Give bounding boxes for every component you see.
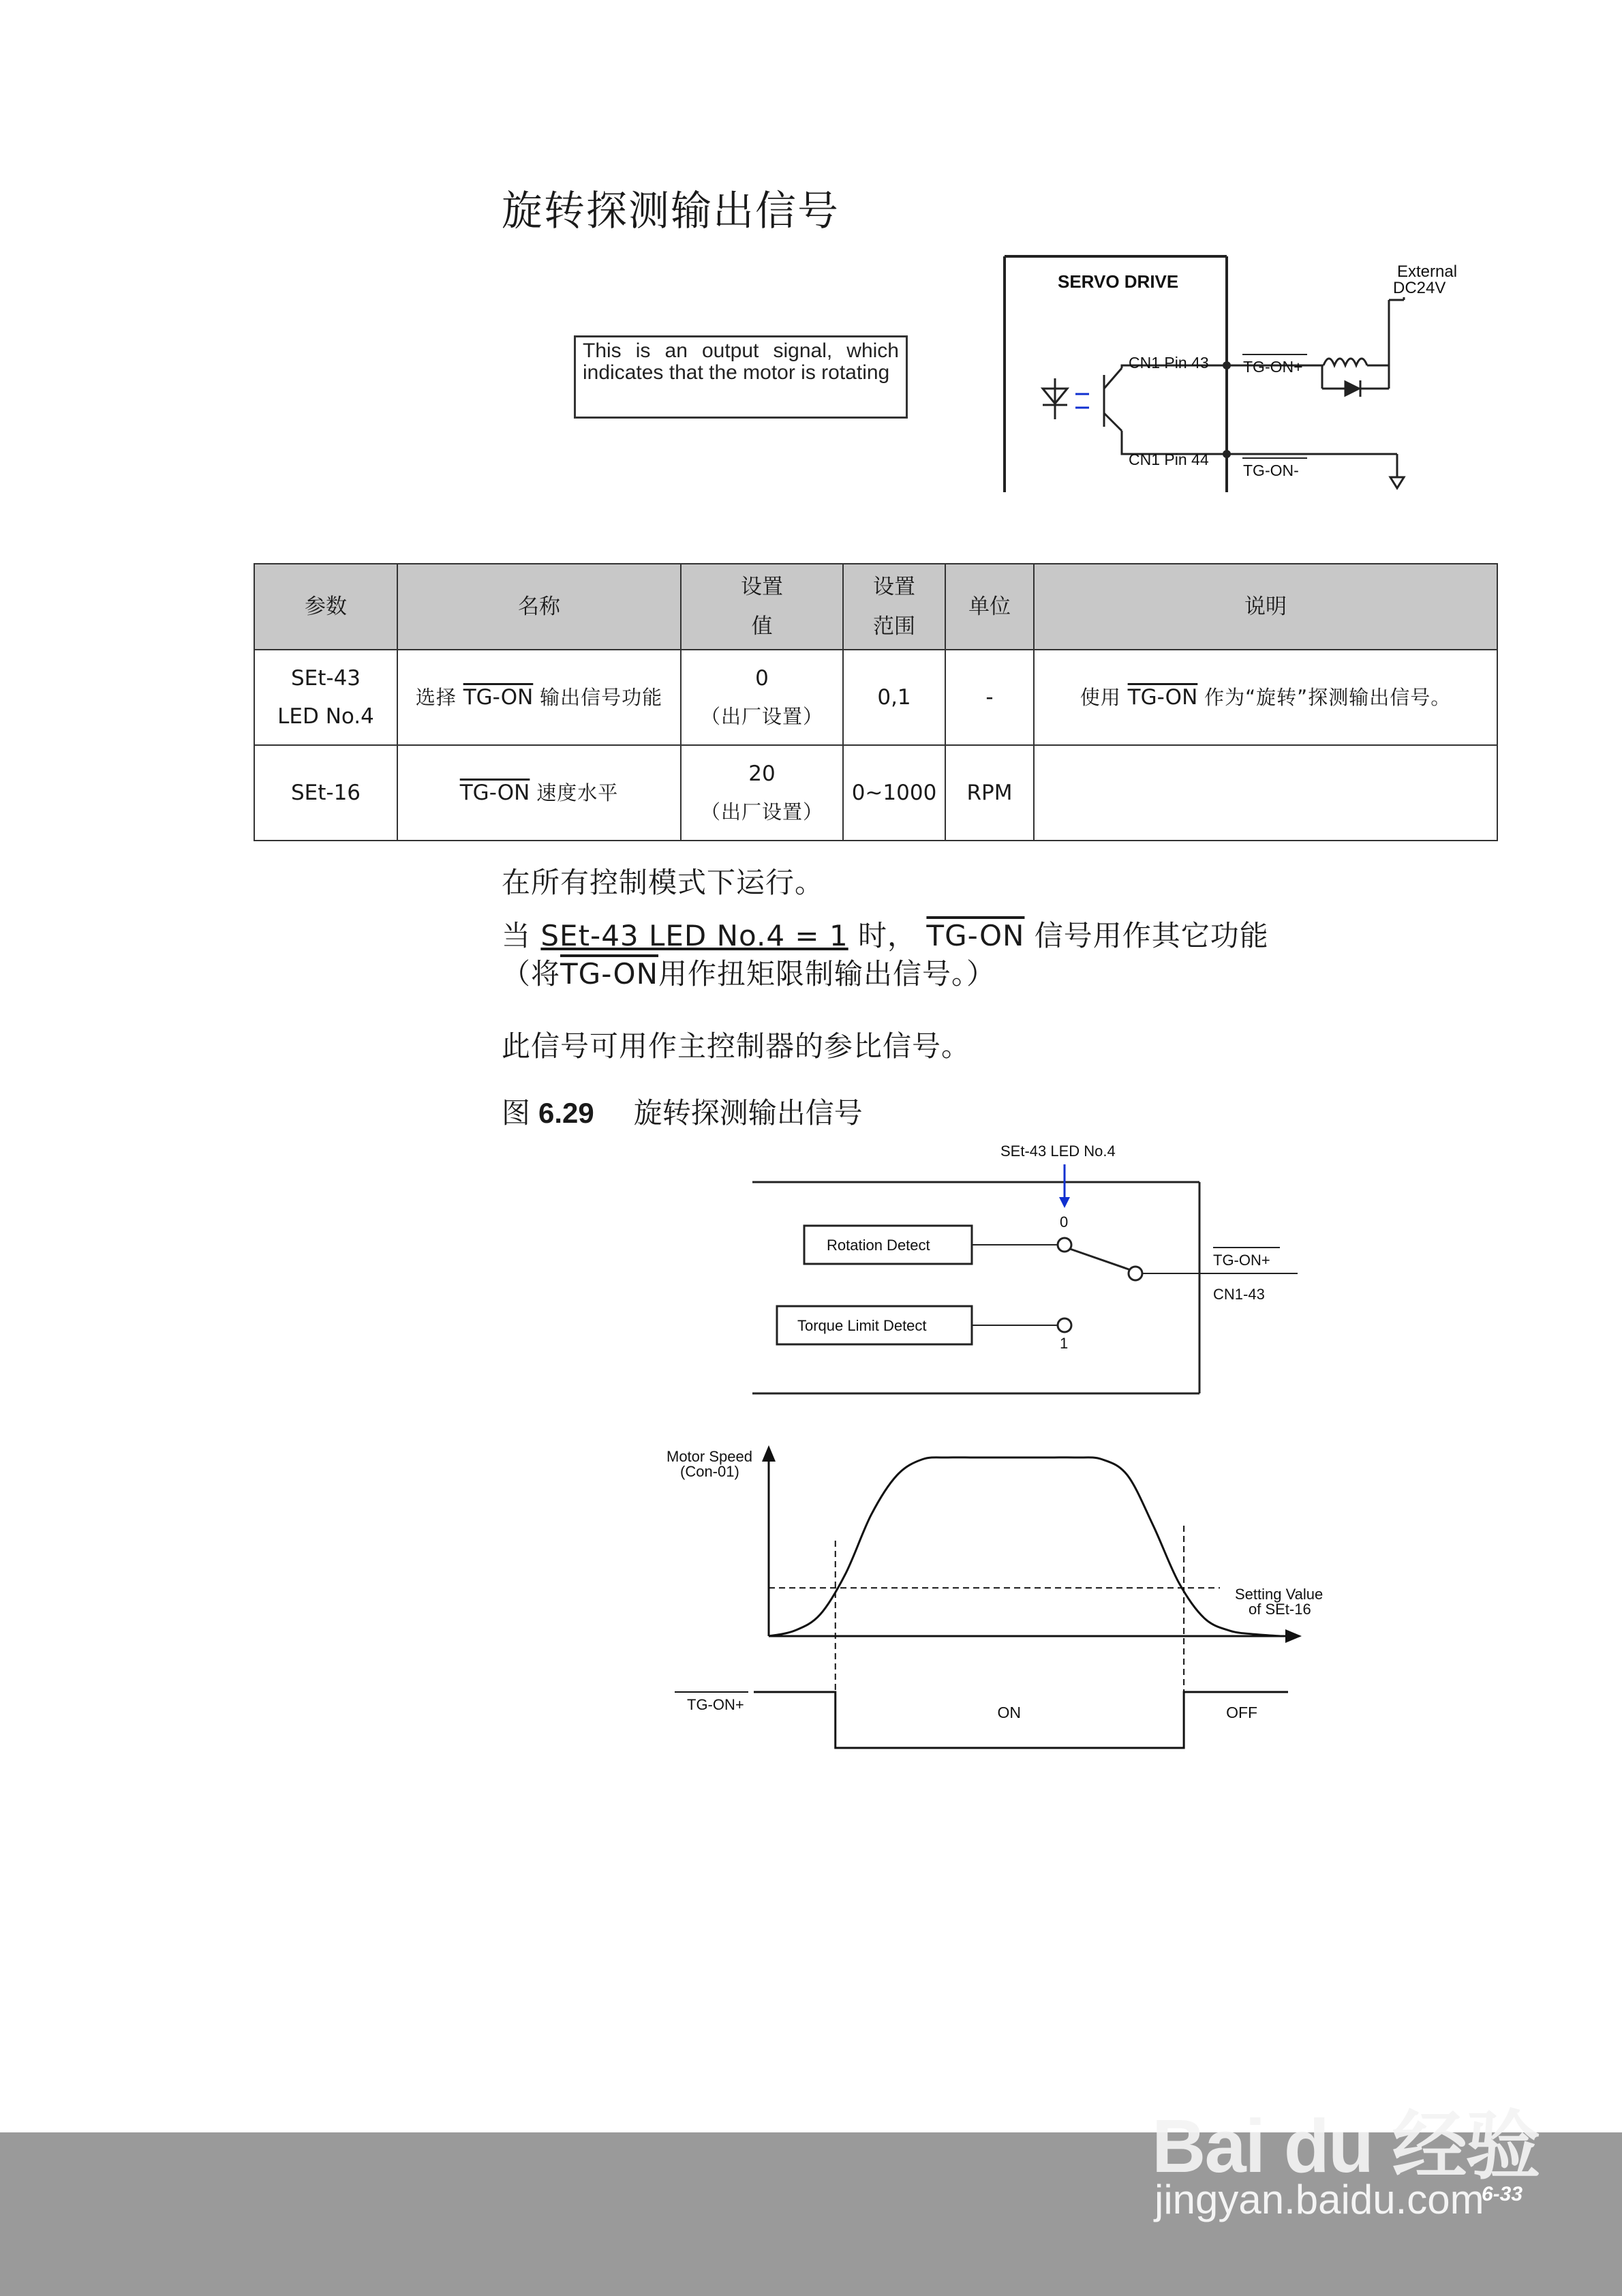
header-param: 参数 [254, 564, 397, 650]
sig-plus-label: TG-ON+ [1243, 358, 1303, 376]
page-number: 6-33 [1482, 2183, 1523, 2205]
output-circuit-diagram [995, 252, 1513, 498]
chart-signal-trace [754, 1692, 1288, 1748]
chart-state-off: OFF [1226, 1704, 1258, 1721]
header-setting-value: 设置 值 [681, 564, 843, 650]
switch-param-label: SEt-43 LED No.4 [1000, 1143, 1116, 1160]
header-setting-range: 设置 范围 [843, 564, 945, 650]
cell-name: 选择 TG-ON 输出信号功能 [397, 650, 681, 745]
servo-drive-label: SERVO DRIVE [1058, 271, 1179, 292]
parameter-table [254, 563, 1498, 841]
chart-speed-curve [769, 1457, 1281, 1636]
header-name: 名称 [397, 564, 681, 650]
cell-desc: 使用 TG-ON 作为“旋转”探测输出信号。 [1034, 650, 1497, 745]
switch-pos1-label: 1 [1060, 1335, 1069, 1352]
chart-x-axis-arrow [1285, 1629, 1302, 1643]
external-label-2: DC24V [1393, 279, 1446, 297]
header-desc: 说明 [1034, 564, 1497, 650]
figure-caption: 图 6.29 旋转探测输出信号 [502, 1096, 863, 1130]
chart-state-on: ON [997, 1704, 1021, 1721]
cell-param: SEt-16 [254, 745, 397, 841]
paragraph-reference: 此信号可用作主控制器的参比信号。 [502, 1029, 971, 1063]
cell-value: 0 （出厂设置） [681, 650, 843, 745]
chart-ylabel-1: Motor Speed [667, 1448, 752, 1465]
section-title: 旋转探测输出信号 [502, 187, 840, 235]
paragraph-torque-note: （将TG-ON用作扭矩限制输出信号。） [502, 957, 996, 991]
paragraph-alt-function: 当 SEt-43 LED No.4 = 1 时， TG-ON 信号用作其它功能 [502, 919, 1269, 952]
pin43-label: CN1 Pin 43 [1129, 354, 1209, 372]
note-box: This is an output signal, which indicates that the motor is rotating [574, 335, 908, 419]
watermark-logo: Bai du 经验 [1152, 2104, 1540, 2188]
chart-threshold-label-2: of SEt-16 [1249, 1601, 1311, 1618]
cell-range: 0~1000 [843, 745, 945, 841]
ground-icon [1390, 454, 1404, 488]
chart-threshold-label-1: Setting Value [1235, 1586, 1323, 1603]
speed-timing-chart [654, 1438, 1349, 1759]
cell-desc [1034, 745, 1497, 841]
external-label-1: External [1397, 262, 1458, 281]
output-sig-label: TG-ON+ [1213, 1252, 1270, 1269]
output-pin-label: CN1-43 [1213, 1286, 1265, 1303]
cell-unit: RPM [945, 745, 1034, 841]
relay-coil-icon [1322, 297, 1404, 397]
chart-ylabel-2: (Con-01) [680, 1463, 739, 1480]
watermark-url: jingyan.baidu.com [1154, 2177, 1484, 2222]
table-row [254, 745, 1497, 841]
table-row [254, 650, 1497, 745]
pin44-label: CN1 Pin 44 [1129, 451, 1209, 468]
torque-limit-label: Torque Limit Detect [797, 1317, 927, 1334]
header-unit: 单位 [945, 564, 1034, 650]
chart-signal-label: TG-ON+ [687, 1696, 744, 1713]
chart-y-axis-arrow [762, 1445, 776, 1462]
cell-value: 20 （出厂设置） [681, 745, 843, 841]
transistor-icon [1104, 365, 1227, 454]
cell-param: SEt-43 LED No.4 [254, 650, 397, 745]
paragraph-modes: 在所有控制模式下运行。 [502, 866, 825, 899]
switch-pos0-label: 0 [1060, 1213, 1069, 1230]
cell-range: 0,1 [843, 650, 945, 745]
photodiode-icon [1043, 378, 1089, 419]
switch-block-diagram [743, 1132, 1322, 1404]
rotation-detect-label: Rotation Detect [827, 1237, 930, 1254]
table-header-row [254, 564, 1497, 650]
sig-minus-label: TG-ON- [1243, 462, 1299, 479]
cell-unit: - [945, 650, 1034, 745]
cell-name: TG-ON 速度水平 [397, 745, 681, 841]
